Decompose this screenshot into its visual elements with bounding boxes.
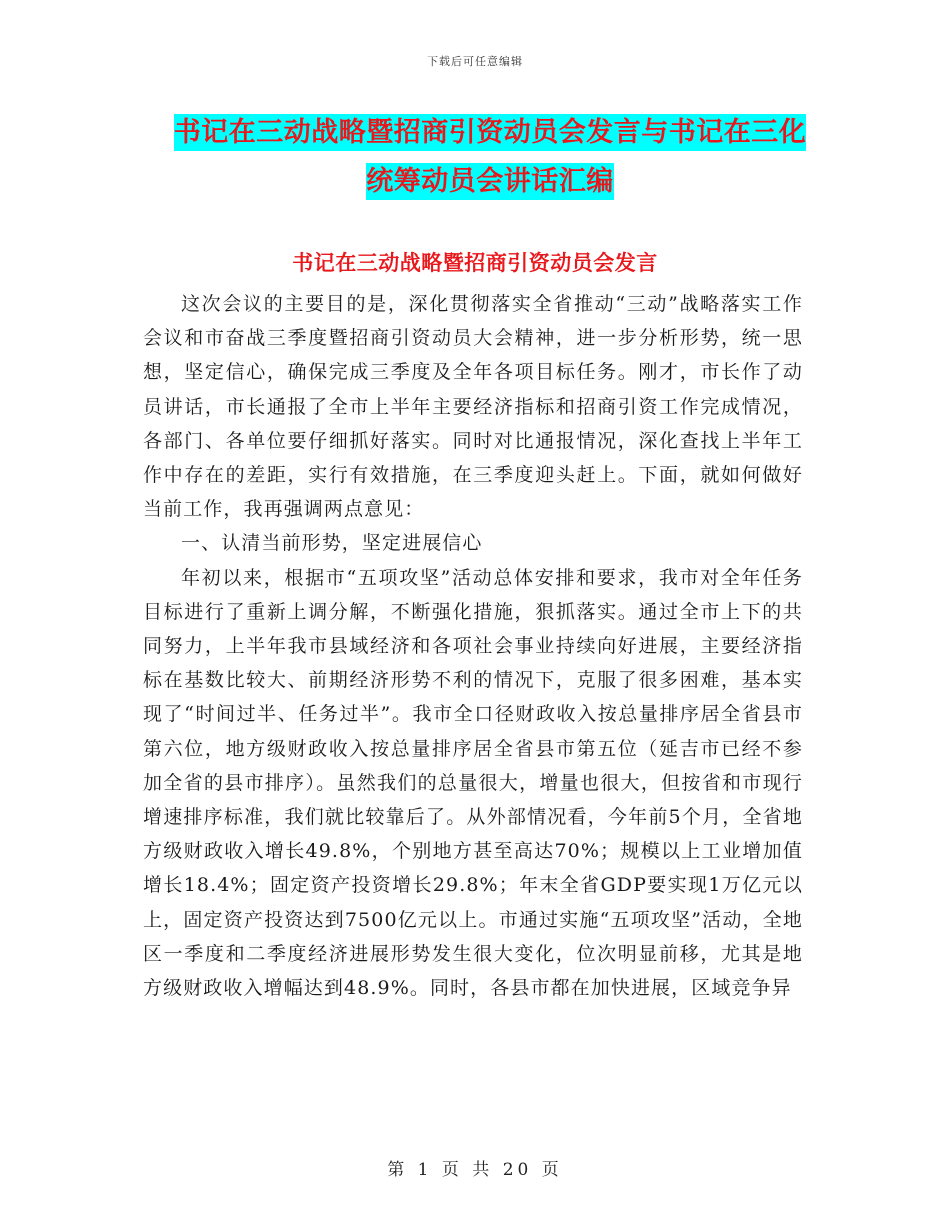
document-title-line-1: 书记在三动战略暨招商引资动员会发言与书记在三化 bbox=[174, 114, 807, 151]
document-title-line-2: 统筹动员会讲话汇编 bbox=[366, 163, 614, 200]
section-title: 书记在三动战略暨招商引资动员会发言 bbox=[292, 250, 658, 275]
page-footer: 第 1 页 共 20 页 bbox=[387, 1160, 563, 1180]
heading-point-one: 一、认清当前形势，坚定进展信心 bbox=[181, 532, 483, 555]
body-text bbox=[143, 287, 803, 1005]
page-header-note: 下载后可任意编辑 bbox=[427, 55, 523, 68]
paragraph-intro: 这次会议的主要目的是，深化贯彻落实全省推动“三动”战略落实工作会议和市奋战三季度暨招商引资动员大会精神，进一步分析形势，统一思想，坚定信心，确保完成三季度及全年各项目标任务。刚才，市长作了动员讲话，市长通报了全市上半年主要经济指标和招商引资工作完成情况，各部门、各单位要仔细抓好落实。同时对比通报情况，深化查找上半年工作中存在的差距，实行有效措施，在三季度迎头赶上。下面，就如何做好当前工作，我再强调两点意见： bbox=[143, 293, 803, 521]
document-title bbox=[120, 108, 860, 206]
paragraph-situation: 年初以来，根据市“五项攻坚”活动总体安排和要求，我市对全年任务目标进行了重新上调分解，不断强化措施，狠抓落实。通过全市上下的共同努力，上半年我市县域经济和各项社会事业持续向好进展，主要经济指标在基数比较大、前期经济形势不利的情况下，克服了很多困难，基本实现了“时间过半、任务过半”。我市全口径财政收入按总量排序居全省县市第六位，地方级财政收入按总量排序居全省县市第五位（延吉市已经不参加全省的县市排序）。虽然我们的总量很大，增量也很大，但按省和市现行增速排序标准，我们就比较靠后了。从外部情况看，今年前5个月，全省地方级财政收入增长49.8%，个别地方甚至高达70%；规模以上工业增加值增长18.4%；固定资产投资增长29.8%；年末全省GDP要实现1万亿元以上，固定资产投资达到7500亿元以上。市通过实施“五项攻坚”活动，全地区一季度和二季度经济进展形势发生很大变化，位次明显前移，尤其是地方级财政收入增幅达到48.9%。同时，各县市都在加快进展，区域竞争异 bbox=[143, 566, 803, 1000]
